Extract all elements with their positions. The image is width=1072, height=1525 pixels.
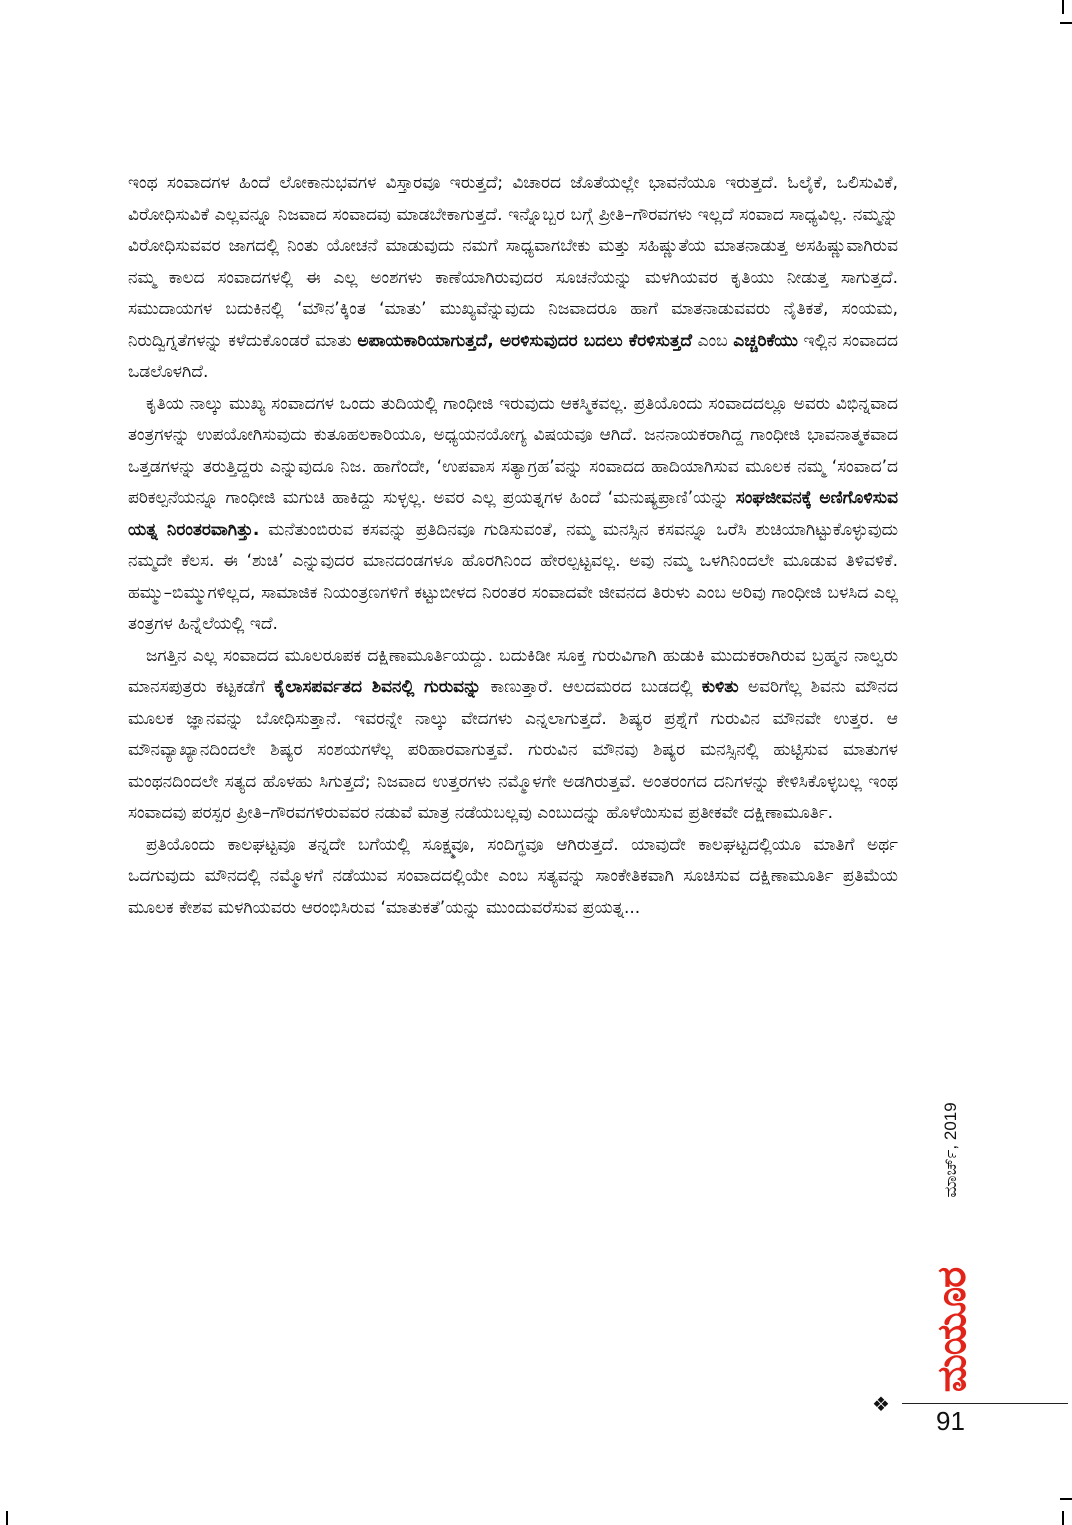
page-number: 91 xyxy=(936,1406,965,1436)
footer-rule xyxy=(902,1403,1068,1404)
bold-text: ಸಂಘಜೀವನಕ್ಕೆ ಅಣಿಗೊಳಿಸುವ ಯತ್ನ ನಿರಂತರವಾಗಿತ್ತು. xyxy=(128,488,898,540)
text-segment: ಇಂಥ ಸಂವಾದಗಳ ಹಿಂದೆ ಲೋಕಾನುಭವಗಳ ವಿಸ್ತಾರವೂ ಇರುತ್ತದೆ; ವಿಚಾರದ ಜೊತೆಯಲ್ಲೇ ಭಾವನೆಯೂ ಇರುತ್ತದೆ. ಓಲೈಕೆ, ಒಲಿಸುವಿಕೆ, ವಿರೋಧಿಸುವಿಕೆ ಎಲ್ಲವನ್ನೂ ನಿಜವಾದ ಸಂವಾದವು ಮಾಡಬೇಕಾಗುತ್ತದೆ. ಇನ್ನೊಬ್ಬರ ಬಗ್ಗೆ ಪ್ರೀತಿ–ಗೌರವಗಳು ಇಲ್ಲದೆ ಸಂವಾದ ಸಾಧ್ಯವಿಲ್ಲ. ನಮ್ಮನ್ನು ವಿರೋಧಿಸುವವರ ಜಾಗದಲ್ಲಿ ನಿಂತು ಯೋಚನೆ ಮಾಡುವುದು ನಮಗೆ ಸಾಧ್ಯವಾಗಬೇಕು ಮತ್ತು ಸಹಿಷ್ಣುತೆಯ ಮಾತನಾಡುತ್ತ ಅಸಹಿಷ್ಣುವಾಗಿರುವ ನಮ್ಮ ಕಾಲದ ಸಂವಾದಗಳಲ್ಲಿ ಈ ಎಲ್ಲ ಅಂಶಗಳು ಕಾಣೆಯಾಗಿರುವುದರ ಸೂಚನೆಯನ್ನು ಮಳಗಿಯವರ ಕೃತಿಯು ನೀಡುತ್ತ ಸಾಗುತ್ತದೆ. ಸಮುದಾಯಗಳ ಬದುಕಿನಲ್ಲಿ ‘ಮೌನ’ಕ್ಕಿಂತ ‘ಮಾತು’ ಮುಖ್ಯವೆನ್ನುವುದು ನಿಜವಾದರೂ ಹಾಗೆ ಮಾತನಾಡುವವರು ನೈತಿಕತೆ, ಸಂಯಮ, ನಿರುದ್ವಿಗ್ನತೆಗಳನ್ನು ಕಳೆದುಕೊಂಡರೆ ಮಾತು xyxy=(128,173,898,351)
bold-text: ಎಚ್ಚರಿಕೆಯು xyxy=(733,330,798,351)
end-of-article-mark: ❖ xyxy=(872,1392,890,1416)
crop-mark xyxy=(6,1511,8,1525)
text-segment: ಕಾಣುತ್ತಾರೆ. ಆಲದಮರದ ಬುಡದಲ್ಲಿ xyxy=(481,677,702,697)
text-segment: ಇಲ್ಲಿನ ಸಂವಾದದ ಒಡಲೊಳಗಿದೆ. xyxy=(128,330,898,382)
text-segment: ಮನೆತುಂಬಿರುವ ಕಸವನ್ನು ಪ್ರತಿದಿನವೂ ಗುಡಿಸುವಂತೆ, ನಮ್ಮ ಮನಸ್ಸಿನ ಕಸವನ್ನೂ ಒರೆಸಿ ಶುಚಿಯಾಗಿಟ್ಟುಕೊಳ್ಳುವುದು ನಮ್ಮದೇ ಕೆಲಸ. ಈ ‘ಶುಚಿ’ ಎನ್ನುವುದರ ಮಾನದಂಡಗಳೂ ಹೊರಗಿನಿಂದ ಹೇರಲ್ಪಟ್ಟವಲ್ಲ. ಅವು ನಮ್ಮ ಒಳಗಿನಿಂದಲೇ ಮೂಡುವ ತಿಳಿವಳಿಕೆ. ಹಮ್ಮು–ಬಿಮ್ಮುಗಳಿಲ್ಲದ, ಸಾಮಾಜಿಕ ನಿಯಂತ್ರಣಗಳಿಗೆ ಕಟ್ಟುಬೀಳದ ನಿರಂತರ ಸಂವಾದವೇ ಜೀವನದ ತಿರುಳು ಎಂಬ ಅರಿವು ಗಾಂಧೀಜಿ ಬಳಸಿದ ಎಲ್ಲ ತಂತ್ರಗಳ ಹಿನ್ನೆಲೆಯಲ್ಲಿ ಇದೆ. xyxy=(128,519,898,634)
issue-date: ಮಾರ್ಚ್, 2019 xyxy=(941,1102,960,1198)
article-body xyxy=(128,168,898,1418)
text-segment: ಎಂಬ xyxy=(692,330,734,351)
text-segment: ಜಗತ್ತಿನ ಎಲ್ಲ ಸಂವಾದದ ಮೂಲರೂಪಕ ದಕ್ಷಿಣಾಮೂರ್ತಿಯದ್ದು. ಬದುಕಿಡೀ ಸೂಕ್ತ ಗುರುವಿಗಾಗಿ ಹುಡುಕಿ ಮುದುಕರಾಗಿರುವ ಬ್ರಹ್ಮನ ನಾಲ್ವರು ಮಾನಸಪುತ್ರರು ಕಟ್ಟಕಡೆಗೆ xyxy=(128,645,898,697)
crop-mark xyxy=(1062,0,1064,14)
paragraph xyxy=(128,830,898,925)
text-segment: ಕೃತಿಯ ನಾಲ್ಕು ಮುಖ್ಯ ಸಂವಾದಗಳ ಒಂದು ತುದಿಯಲ್ಲಿ ಗಾಂಧೀಜಿ ಇರುವುದು ಆಕಸ್ಮಿಕವಲ್ಲ. ಪ್ರತಿಯೊಂದು ಸಂವಾದದಲ್ಲೂ ಅವರು ವಿಭಿನ್ನವಾದ ತಂತ್ರಗಳನ್ನು ಉಪಯೋಗಿಸುವುದು ಕುತೂಹಲಕಾರಿಯೂ, ಅಧ್ಯಯನಯೋಗ್ಯ ವಿಷಯವೂ ಆಗಿದೆ. ಜನನಾಯಕರಾಗಿದ್ದ ಗಾಂಧೀಜಿ ಭಾವನಾತ್ಮಕವಾದ ಒತ್ತಡಗಳನ್ನು ತರುತ್ತಿದ್ದರು ಎನ್ನುವುದೂ ನಿಜ. ಹಾಗೆಂದೇ, ‘ಉಪವಾಸ ಸತ್ಯಾಗ್ರಹ’ವನ್ನು ಸಂವಾದದ ಹಾದಿಯಾಗಿಸುವ ಮೂಲಕ ನಮ್ಮ ‘ಸಂವಾದ’ದ ಪರಿಕಲ್ಪನೆಯನ್ನೂ ಗಾಂಧೀಜಿ ಮಗುಚಿ ಹಾಕಿದ್ದು ಸುಳ್ಳಲ್ಲ. ಅವರ ಎಲ್ಲ ಪ್ರಯತ್ನಗಳ ಹಿಂದೆ ‘ಮನುಷ್ಯಪ್ರಾಣಿ’ಯನ್ನು xyxy=(128,393,898,508)
magazine-logo: ಮಯೂರ xyxy=(929,1267,975,1393)
paragraph xyxy=(128,389,898,641)
text-segment: ಪ್ರತಿಯೊಂದು ಕಾಲಘಟ್ಟವೂ ತನ್ನದೇ ಬಗೆಯಲ್ಲಿ ಸೂಕ್ಷ್ಮವೂ, ಸಂದಿಗ್ಧವೂ ಆಗಿರುತ್ತದೆ. ಯಾವುದೇ ಕಾಲಘಟ್ಟದಲ್ಲಿಯೂ ಮಾತಿಗೆ ಅರ್ಥ ಒದಗುವುದು ಮೌನದಲ್ಲಿ ನಮ್ಮೊಳಗೆ ನಡೆಯುವ ಸಂವಾದದಲ್ಲಿಯೇ ಎಂಬ ಸತ್ಯವನ್ನು ಸಾಂಕೇತಿಕವಾಗಿ ಸೂಚಿಸುವ ದಕ್ಷಿಣಾಮೂರ್ತಿ ಪ್ರತಿಮೆಯ ಮೂಲಕ ಕೇಶವ ಮಳಗಿಯವರು ಆರಂಭಿಸಿರುವ ‘ಮಾತುಕತೆ’ಯನ್ನು ಮುಂದುವರೆಸುವ ಪ್ರಯತ್ನ... xyxy=(128,834,898,918)
crop-mark xyxy=(1062,1511,1064,1525)
bold-text: ಅಪಾಯಕಾರಿಯಾಗುತ್ತದೆ, ಅರಳಿಸುವುದರ ಬದಲು ಕೆರಳಿಸುತ್ತದೆ xyxy=(357,330,692,351)
bold-text: ಕೈಲಾಸಪರ್ವತದ ಶಿವನಲ್ಲಿ ಗುರುವನ್ನು xyxy=(274,677,482,697)
paragraph xyxy=(128,168,898,389)
crop-mark xyxy=(1060,1498,1072,1500)
paragraph xyxy=(128,641,898,830)
text-segment: ಅವರಿಗೆಲ್ಲ ಶಿವನು ಮೌನದ ಮೂಲಕ ಜ್ಞಾನವನ್ನು ಬೋಧಿಸುತ್ತಾನೆ. ಇವರನ್ನೇ ನಾಲ್ಕು ವೇದಗಳು ಎನ್ನಲಾಗುತ್ತದೆ. ಶಿಷ್ಯರ ಪ್ರಶ್ನೆಗೆ ಗುರುವಿನ ಮೌನವೇ ಉತ್ತರ. ಆ ಮೌನವ್ಯಾಖ್ಯಾನದಿಂದಲೇ ಶಿಷ್ಯರ ಸಂಶಯಗಳೆಲ್ಲ ಪರಿಹಾರವಾಗುತ್ತವೆ. ಗುರುವಿನ ಮೌನವು ಶಿಷ್ಯರ ಮನಸ್ಸಿನಲ್ಲಿ ಹುಟ್ಟಿಸುವ ಮಾತುಗಳ ಮಂಥನದಿಂದಲೇ ಸತ್ಯದ ಹೊಳಹು ಸಿಗುತ್ತದೆ; ನಿಜವಾದ ಉತ್ತರಗಳು ನಮ್ಮೊಳಗೇ ಅಡಗಿರುತ್ತವೆ. ಅಂತರಂಗದ ದನಿಗಳನ್ನು ಕೇಳಿಸಿಕೊಳ್ಳಬಲ್ಲ ಇಂಥ ಸಂವಾದವು ಪರಸ್ಪರ ಪ್ರೀತಿ–ಗೌರವಗಳಿರುವವರ ನಡುವೆ ಮಾತ್ರ ನಡೆಯಬಲ್ಲವು ಎಂಬುದನ್ನು ಹೊಳೆಯಿಸುವ ಪ್ರತೀಕವೇ ದಕ್ಷಿಣಾಮೂರ್ತಿ. xyxy=(128,677,898,823)
bold-text: ಕುಳಿತು xyxy=(701,677,739,697)
crop-mark xyxy=(1060,22,1072,24)
